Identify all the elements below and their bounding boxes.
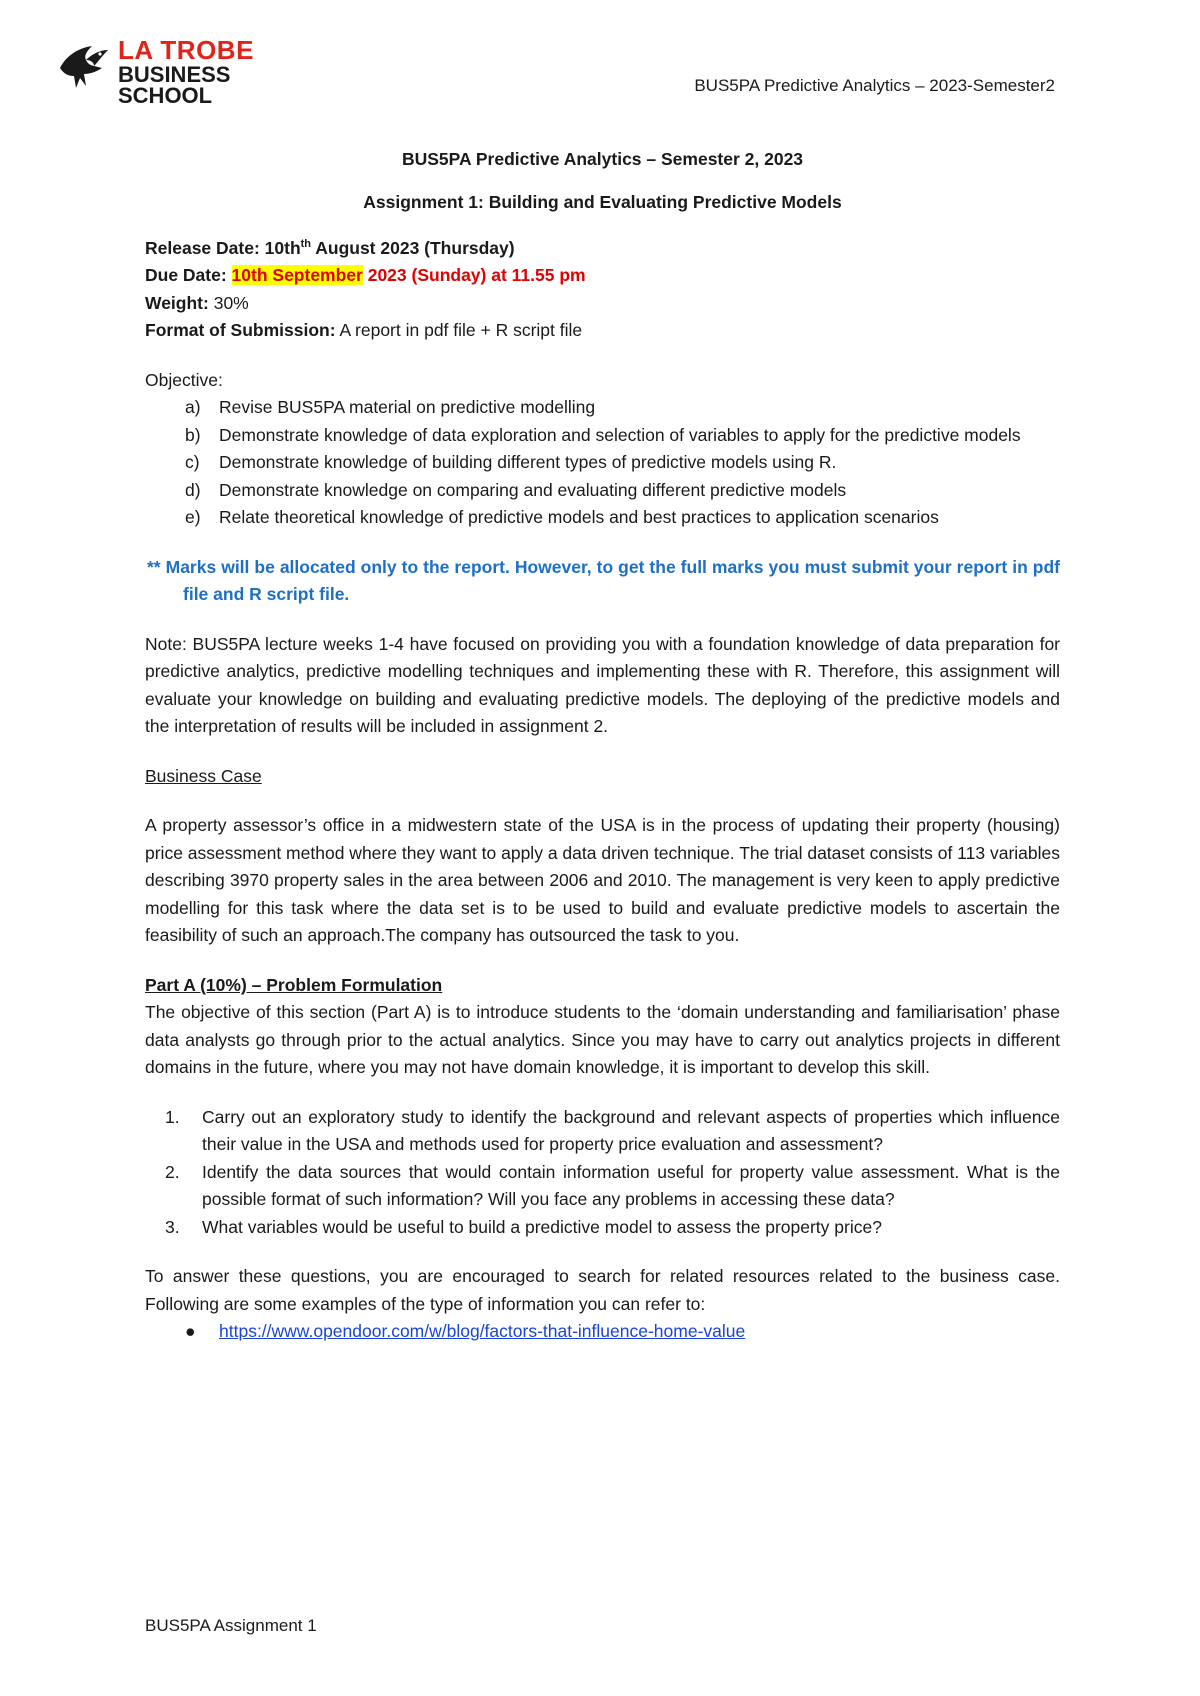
- list-marker: e): [185, 507, 201, 528]
- list-marker: a): [185, 397, 201, 418]
- due-date-rest: 2023 (Sunday) at 11.55 pm: [362, 265, 586, 286]
- list-marker: c): [185, 452, 200, 473]
- business-case-heading: Business Case: [145, 765, 262, 786]
- due-date-highlight: 10th September: [231, 265, 363, 286]
- list-item: [145, 422, 1060, 450]
- format-value: A report in pdf file + R script file: [335, 320, 583, 341]
- logo-line-2: BUSINESS: [118, 62, 231, 87]
- weight: [145, 290, 1060, 318]
- list-item: [145, 1104, 1060, 1159]
- list-marker: 1.: [165, 1106, 180, 1127]
- release-date-rest: August 2023 (Thursday): [311, 237, 515, 258]
- list-text: Carry out an exploratory study to identify the background and relevant aspects of properties which influence their value in the USA and methods used for property price evaluation and assessment?: [202, 1106, 1060, 1155]
- list-item: [145, 1159, 1060, 1214]
- list-text: Demonstrate knowledge of building different types of predictive models using R.: [219, 452, 837, 473]
- weight-value: 30%: [208, 292, 249, 313]
- list-text: Demonstrate knowledge on comparing and evaluating different predictive models: [219, 479, 847, 500]
- bullet-icon: ●: [185, 1321, 196, 1342]
- resources-intro: To answer these questions, you are encouraged to search for related resources related to the business case. Following are some examples of the type of information you can refer to:: [145, 1266, 1060, 1314]
- course-title: BUS5PA Predictive Analytics – Semester 2, 2023: [401, 149, 804, 169]
- list-marker: 2.: [165, 1161, 180, 1182]
- release-date-sup: th: [300, 238, 312, 250]
- list-marker: d): [185, 479, 201, 500]
- due-date: [145, 262, 1060, 290]
- release-date-label: Release Date: 10th: [145, 237, 301, 258]
- release-date: [145, 231, 1060, 262]
- due-date-label: Due Date:: [145, 265, 232, 286]
- business-case-paragraph: A property assessor’s office in a midwestern state of the USA is in the process of updating their property (housing) price assessment method where they want to apply a data driven technique. The trial dataset consists of 113 variables describing 3970 property sales in the area between 2006 and 2010. The management is very keen to apply predictive modelling for this task where the data set is to be used to build and evaluate predictive models to ascertain the feasibility of such an approach.The company has outsourced the task to you.: [145, 815, 1060, 946]
- list-item: [145, 394, 1060, 422]
- running-header: BUS5PA Predictive Analytics – 2023-Semester2: [694, 76, 1055, 95]
- format-label: Format of Submission:: [145, 320, 336, 341]
- list-item: [145, 1214, 1060, 1242]
- list-marker: b): [185, 424, 201, 445]
- resource-links: [145, 1318, 1060, 1346]
- part-a-heading: Part A (10%) – Problem Formulation: [145, 974, 443, 995]
- document-body: [145, 146, 1060, 1346]
- objective-heading: Objective:: [145, 369, 223, 390]
- list-text: Relate theoretical knowledge of predictive models and best practices to application scenarios: [219, 507, 939, 528]
- marks-note: ** Marks will be allocated only to the report. However, to get the full marks you must submit your report in pdf file and R script file.: [147, 556, 1060, 605]
- part-a-intro: The objective of this section (Part A) is to introduce students to the ‘domain understanding and familiarisation’ phase data analysts go through prior to the actual analytics. Since you may have to carry out analytics projects in different domains in the future, where you may not have domain knowledge, it is important to develop this skill.: [145, 1002, 1060, 1078]
- objective-list: [145, 394, 1060, 532]
- list-text: What variables would be useful to build a predictive model to assess the property price?: [202, 1216, 882, 1237]
- eagle-icon: [56, 38, 112, 94]
- note-paragraph: Note: BUS5PA lecture weeks 1-4 have focused on providing you with a foundation knowledge of data preparation for predictive analytics, predictive modelling techniques and implementing these with R. Therefore, this assignment will evaluate your knowledge on building and evaluating predictive models. The deploying of the predictive models and the interpretation of results will be included in assignment 2.: [145, 633, 1060, 737]
- list-item: [145, 1318, 1060, 1346]
- list-item: [145, 504, 1060, 532]
- la-trobe-logo: [56, 36, 276, 108]
- page-footer: BUS5PA Assignment 1: [145, 1616, 317, 1635]
- list-text: Revise BUS5PA material on predictive modelling: [219, 397, 596, 418]
- list-text: Demonstrate knowledge of data exploration and selection of variables to apply for the predictive models: [219, 424, 1021, 445]
- format-of-submission: [145, 317, 1060, 345]
- list-item: [145, 477, 1060, 505]
- logo-line-3: SCHOOL: [118, 83, 213, 108]
- weight-label: Weight:: [145, 292, 209, 313]
- assignment-title: Assignment 1: Building and Evaluating Predictive Models: [363, 191, 842, 212]
- resource-link[interactable]: https://www.opendoor.com/w/blog/factors-that-influence-home-value: [219, 1321, 746, 1342]
- list-item: [145, 449, 1060, 477]
- part-a-questions: [145, 1104, 1060, 1242]
- list-marker: 3.: [165, 1216, 180, 1237]
- list-text: Identify the data sources that would contain information useful for property value assessment. What is the possible format of such information? Will you face any problems in accessing these data?: [202, 1161, 1060, 1210]
- logo-line-1: LA TROBE: [118, 35, 254, 65]
